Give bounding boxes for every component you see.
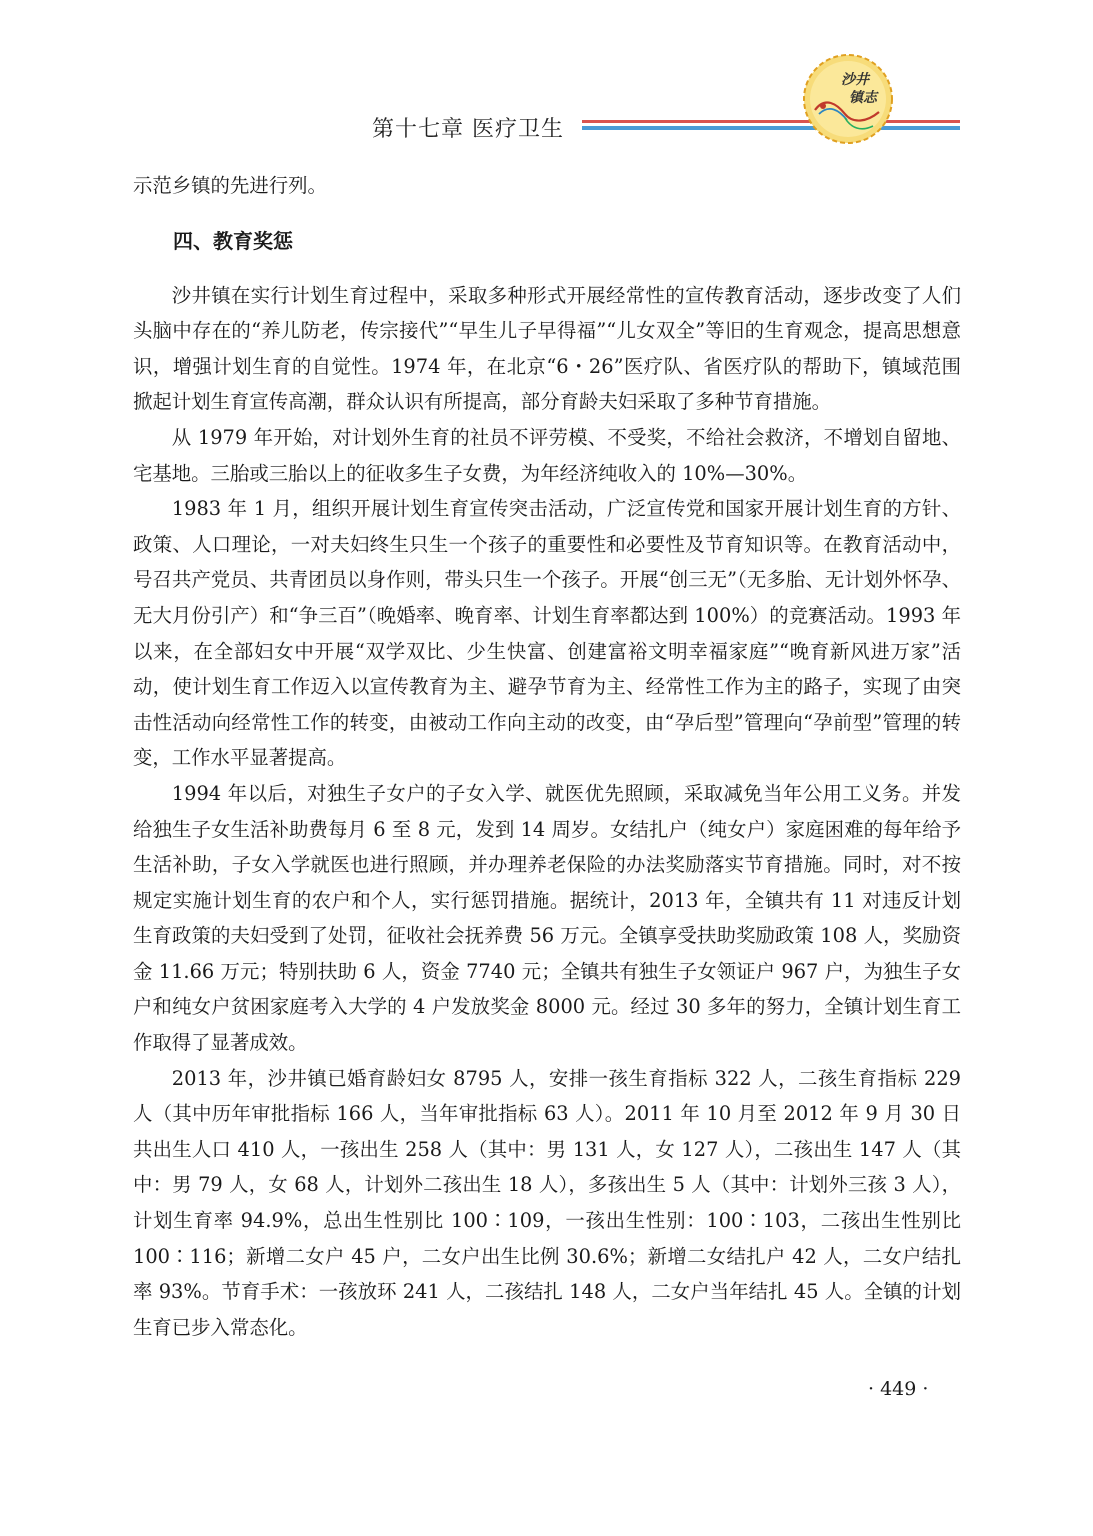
paragraph: 1983 年 1 月，组织开展计划生育宣传突击活动，广泛宣传党和国家开展计划生育的方针、政策、人口理论，一对夫妇终生只生一个孩子的重要性和必要性及节育知识等。在教育活动中，号召共产党员、共青团员以身作则，带头只生一个孩子。开展“创三无”（无多胎、无计划外怀孕、无大月份引产）和“争三百”（晚婚率、晚育率、计划生育率都达到 100%）的竞赛活动。1993 年以来，在全部妇女中开展“双学双比、少生快富、创建富裕文明幸福家庭”“晚育新风进万家”活动，使计划生育工作迈入以宣传教育为主、避孕节育为主、经常性工作为主的路子，实现了由突击性活动向经常性工作的转变，由被动工作向主动的改变，由“孕后型”管理向“孕前型”管理的转变，工作水平显著提高。 (133, 497, 961, 770)
page-number: · 449 · (868, 1378, 929, 1400)
running-head (0, 0, 1093, 160)
paragraph: 沙井镇在实行计划生育过程中，采取多种形式开展经常性的宣传教育活动，逐步改变了人们头脑中存在的“养儿防老，传宗接代”“早生儿子早得福”“儿女双全”等旧的生育观念，提高思想意识，增强计划生育的自觉性。1974 年，在北京“6・26”医疗队、省医疗队的帮助下，镇域范围掀起计划生育宣传高潮，群众认识有所提高，部分育龄夫妇采取了多种节育措施。 (133, 283, 961, 414)
paragraph: 2013 年，沙井镇已婚育龄妇女 8795 人，安排一孩生育指标 322 人，二孩生育指标 229 人（其中历年审批指标 166 人，当年审批指标 63 人）。2011 年 10 月至 2012 年 9 月 30 日共出生人口 410 人，一孩出生 258 人（其中：男 131 人，女 127 人），二孩出生 147 人（其中：男 79 人，女 68 人，计划外二孩出生 18 人），多孩出生 5 人（其中：计划外三孩 3 人），计划生育率 94.9%，总出生性别比 100∶109，一孩出生性别：100∶103，二孩出生性别比 100∶116；新增二女户 45 户，二女户出生比例 30.6%；新增二女结扎户 42 人，二女户结扎率 93%。节育手术：一孩放环 241 人，二孩结扎 148 人，二女户当年结扎 45 人。全镇的计划生育已步入常态化。 (133, 1066, 961, 1339)
paragraph: 从 1979 年开始，对计划外生育的社员不评劳模、不受奖，不给社会救济，不增划自留地、宅基地。三胎或三胎以上的征收多生子女费，为年经济纯收入的 10%—30%。 (133, 425, 961, 485)
book-emblem-icon (801, 52, 895, 146)
paragraph: 1994 年以后，对独生子女户的子女入学、就医优先照顾，采取减免当年公用工义务。并发给独生子女生活补助费每月 6 至 8 元，发到 14 周岁。女结扎户（纯女户）家庭困难的每年给予生活补助，子女入学就医也进行照顾，并办理养老保险的办法奖励落实节育措施。同时，对不按规定实施计划生育的农户和个人，实行惩罚措施。据统计，2013 年，全镇共有 11 对违反计划生育政策的夫妇受到了处罚，征收社会抚养费 56 万元。全镇享受扶助奖励政策 108 人，奖励资金 11.66 万元；特别扶助 6 人，资金 7740 元；全镇共有独生子女领证户 967 户，为独生子女户和纯女户贫困家庭考入大学的 4 户发放奖金 8000 元。经过 30 多年的努力，全镇计划生育工作取得了显著成效。 (133, 781, 961, 1055)
main-text (133, 168, 961, 1345)
section-heading: 四、教育奖惩 (173, 228, 293, 253)
header-rules (582, 120, 960, 133)
chapter-title: 第十七章 医疗卫生 (372, 117, 564, 142)
continuation-paragraph: 示范乡镇的先进行列。 (133, 174, 327, 197)
emblem-text-line2: 镇志 (849, 90, 877, 106)
header-rule-blue (582, 126, 960, 130)
header-rule-red (582, 120, 960, 123)
emblem-text-line1: 沙井 (841, 72, 869, 88)
